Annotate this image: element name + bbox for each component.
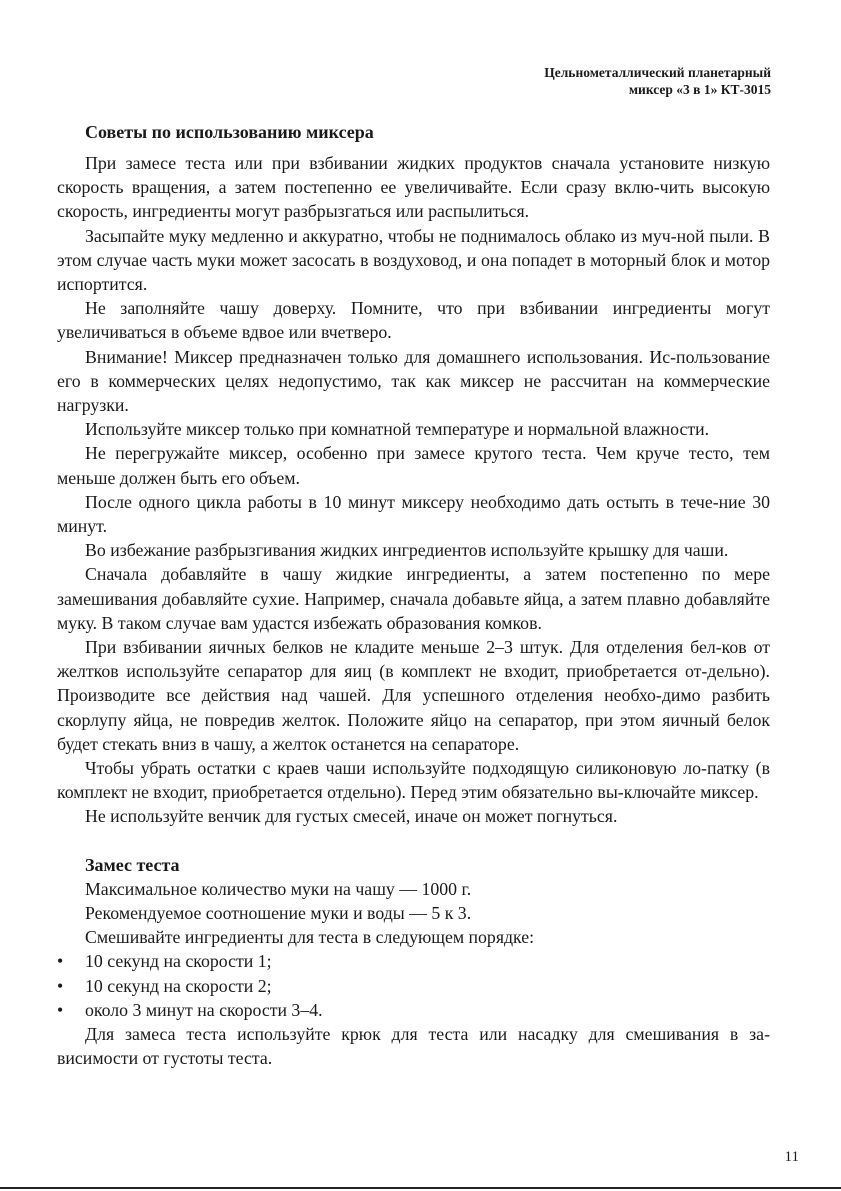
dough-steps-list bbox=[57, 949, 770, 1022]
list-item bbox=[57, 949, 770, 973]
bullet-icon: • bbox=[57, 999, 64, 1020]
bottom-divider bbox=[0, 1187, 841, 1189]
bullet-icon: • bbox=[57, 951, 64, 972]
list-item-text: около 3 минут на скорости 3–4. bbox=[85, 999, 323, 1020]
tips-section-title: Советы по использованию миксера bbox=[85, 122, 374, 142]
tips-paragraph: При взбивании яичных белков не кладите меньше 2–3 штук. Для отделения бел-ков от желтков используйте сепаратор для яиц (в комплект не входит, приобретается от-дельно). Производите все действия над чашей. Для успешного отделения необхо-димо разбить скорлупу яйца, не повредив желток. Положите яйцо на сепаратор, при этом яичный белок будет стекать вниз в чашу, а желток останется на сепараторе. bbox=[57, 637, 770, 754]
dough-ratio: Рекомендуемое соотношение муки и воды — 5 к 3. bbox=[85, 902, 472, 923]
tips-paragraph: Используйте миксер только при комнатной температуре и нормальной влажности. bbox=[85, 419, 710, 440]
header-line-1: Цельнометаллический планетарный bbox=[544, 65, 771, 80]
tips-paragraph: Не перегружайте миксер, особенно при замесе крутого теста. Чем круче тесто, тем меньше должен быть его объем. bbox=[57, 443, 770, 488]
page-content bbox=[57, 120, 770, 1070]
dough-section-title: Замес теста bbox=[85, 854, 180, 875]
running-header bbox=[544, 64, 771, 98]
tips-paragraph: Чтобы убрать остатки с краев чаши используйте подходящую силиконовую ло-патку (в комплект не входит, приобретается отдельно). Перед этим обязательно вы-ключайте миксер. bbox=[57, 758, 770, 803]
dough-closing: Для замеса теста используйте крюк для теста или насадку для смешивания в за-висимости от густоты теста. bbox=[57, 1023, 770, 1069]
dough-max-flour: Максимальное количество муки на чашу — 1000 г. bbox=[85, 878, 472, 899]
tips-paragraph: Сначала добавляйте в чашу жидкие ингредиенты, а затем постепенно по мере замешивания добавляйте сухие. Например, сначала добавьте яйца, а затем плавно добавляйте муку. В таком случае вам удастся избежать образования комков. bbox=[57, 564, 770, 633]
list-item bbox=[57, 974, 770, 998]
tips-paragraph: При замесе теста или при взбивании жидких продуктов сначала установите низкую скорость вращения, а затем постепенно ее увеличивайте. Если сразу вклю-чить высокую скорость, ингредиенты могут разбрызгаться или распылиться. bbox=[57, 153, 770, 222]
dough-order-intro: Смешивайте ингредиенты для теста в следующем порядке: bbox=[85, 927, 535, 948]
tips-paragraph: После одного цикла работы в 10 минут миксеру необходимо дать остыть в тече-ние 30 минут. bbox=[57, 491, 770, 537]
list-item bbox=[57, 998, 770, 1022]
tips-paragraph: Внимание! Миксер предназначен только для домашнего использования. Ис-пользование его в коммерческих целях недопустимо, так как миксер не рассчитан на коммерческие нагрузки. bbox=[57, 346, 770, 416]
tips-paragraph: Не используйте венчик для густых смесей, иначе он может погнуться. bbox=[85, 806, 618, 827]
bullet-icon: • bbox=[57, 975, 64, 996]
tips-paragraph: Не заполняйте чашу доверху. Помните, что при взбивании ингредиенты могут увеличиваться в объеме вдвое или вчетверо. bbox=[57, 298, 770, 343]
tips-paragraph: Засыпайте муку медленно и аккуратно, чтобы не поднималось облако из муч-ной пыли. В этом случае часть муки может засосать в воздуховод, и она попадет в моторный блок и мотор испортится. bbox=[57, 225, 770, 295]
list-item-text: 10 секунд на скорости 1; bbox=[85, 951, 272, 972]
header-line-2: миксер «3 в 1» КТ-3015 bbox=[628, 82, 771, 97]
tips-paragraph: Во избежание разбрызгивания жидких ингредиентов используйте крышку для чаши. bbox=[85, 540, 729, 561]
list-item-text: 10 секунд на скорости 2; bbox=[85, 975, 272, 996]
page-number: 11 bbox=[784, 1149, 799, 1165]
